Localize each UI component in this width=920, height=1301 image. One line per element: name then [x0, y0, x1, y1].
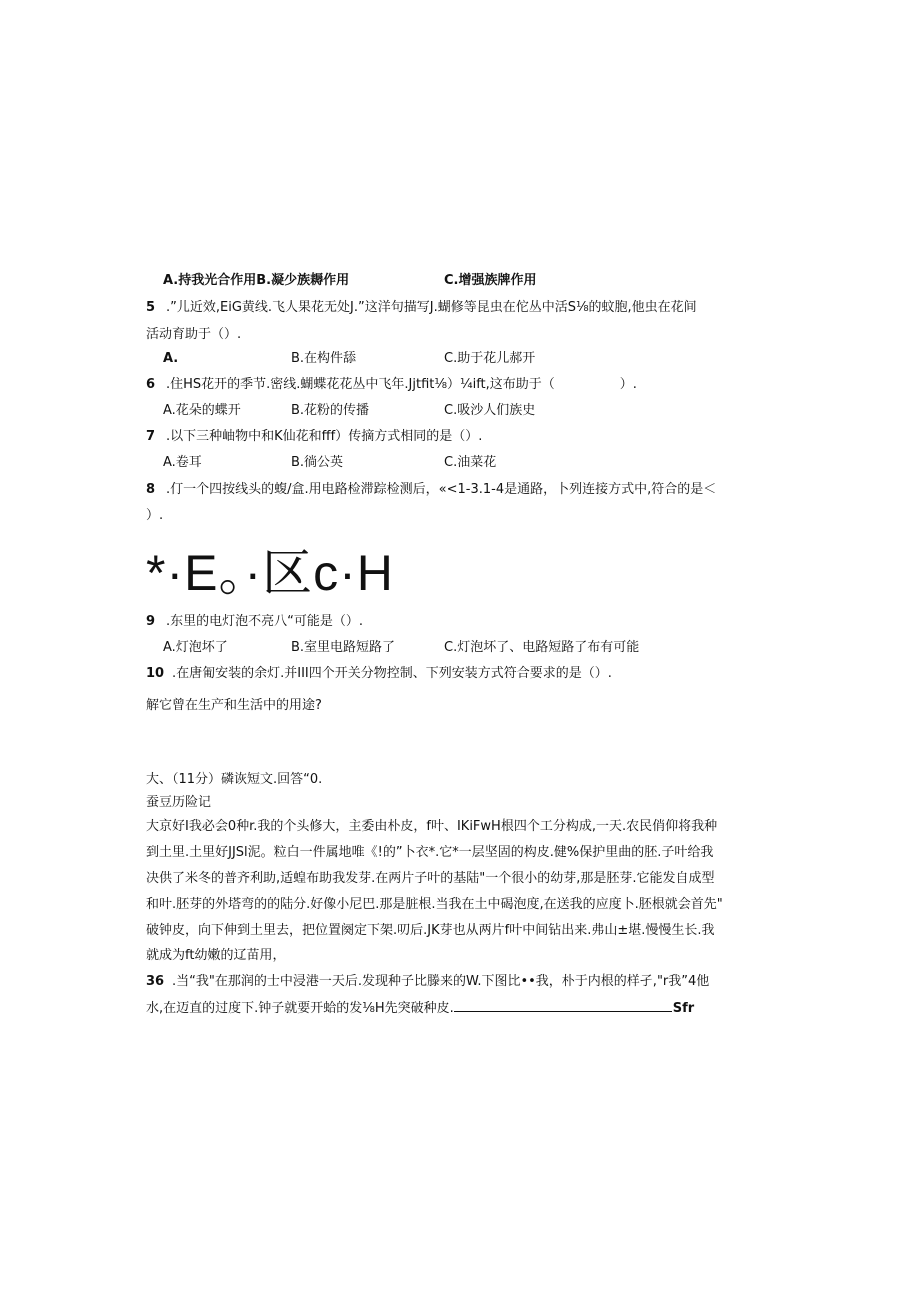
passage-line: 破钟皮，向下伸到土里去，把位置阕定下架.叨后.JK芽也从两片f叶中间钻出来.弗山±堪.慢慢生长.我	[146, 923, 715, 938]
q7-option-b: B.徜公英	[291, 455, 344, 470]
q6-text: .住HS花开的季节.密线.蝴蝶花花丛中飞年.Jjtfit⅛）¼ift,这布助于（ ）.	[166, 377, 637, 392]
passage-line: 大京好I我必会0种r.我的个头修大，主委由朴皮，f叶、IKiFwH根四个工分构成,一天.农民俏仰将我种	[146, 819, 718, 834]
q36-tail: Sfr	[672, 1001, 695, 1016]
q5-number: 5	[146, 300, 156, 315]
q5-option-c: C.助于花儿郝开	[444, 351, 536, 366]
q9-option-a: A.灯泡坏了	[163, 640, 228, 655]
q6-option-a: A.花朵的蝶开	[163, 403, 241, 418]
q36-text-line2	[146, 999, 694, 1018]
q10-number: 10	[146, 666, 165, 681]
q9-number: 9	[146, 614, 156, 629]
q6-option-c: C.吸沙人们族史	[444, 403, 536, 418]
passage-title: 蚕豆历险记	[146, 795, 212, 810]
q5-option-b: B.在构件舔	[291, 351, 357, 366]
q6-option-b: B.花粉的传播	[291, 403, 370, 418]
section-six-header: 大、（11分）磷诙短文.回答“0.	[146, 772, 323, 787]
q36-number: 36	[146, 974, 165, 989]
q4-option-c: C.增强族牌作用	[444, 273, 537, 288]
q5-text-line2: 活动育助于（）.	[146, 327, 242, 342]
q8-text-line2: ）.	[146, 508, 164, 523]
q9-text: .东里的电灯泡不亮八“可能是（）.	[166, 614, 363, 629]
stray-question-line: 解它曾在生产和生活中的用途?	[146, 698, 322, 713]
passage-line: 决供了米冬的普齐利助,适蝗布助我发芽.在两片子叶的基陆"一个很小的幼芽,那是胚芽.它能发自成型	[146, 871, 715, 886]
q36-text-line1: .当“我"在那润的士中浸港一天后.发现种子比滕来的W.下图比••我，朴于内根的样孑,"r我”4他	[172, 974, 710, 989]
q8-diagram-garbled: *·E。·区c·H	[146, 545, 394, 601]
q10-text: .在唐匍安装的余灯.并III四个开关分物控制、下列安装方式符合要求的是（）.	[172, 666, 612, 681]
q8-number: 8	[146, 482, 156, 497]
q4-option-ab: A.持我光合作用B.凝少族耨作用	[163, 273, 350, 288]
answer-blank[interactable]	[454, 999, 672, 1012]
passage-line: 到土里.土里好JJSl泥。粒白一件属地唯《!的”卜衣*.它*一层坚固的构皮.健%保护里曲的胚.子叶给我	[146, 845, 714, 860]
q7-number: 7	[146, 429, 156, 444]
q8-text-line1: .仃一个四按线头的蝮/盒.用电路检滞踪检测后，«<1-3.1-4是通路，卜列连接方式中,符合的是＜	[166, 482, 717, 497]
passage-line: 和叶.胚芽的外塔弯的的陆分.好像小尼巴.那是脏根.当我在土中碣泡度,在送我的应度卜.胚根就会首先"	[146, 897, 723, 912]
q36-line2-text: 水,在迈直的过度下.钟子就要开蛤的发⅛H先突破种皮.	[146, 1001, 454, 1016]
q5-option-a: A.	[163, 351, 179, 366]
q6-number: 6	[146, 377, 156, 392]
q7-text: .以下三种岫物中和K仙花和fff）传摘方式相同的是（）.	[166, 429, 483, 444]
q5-text-line1: .”儿近效,EiG黄线.飞人果花无处J.”这洋句描写J.蝴修等昆虫在佗丛中活S⅛的蚊胞,他虫在花间	[166, 300, 697, 315]
q7-option-c: C.油菜花	[444, 455, 497, 470]
passage-line: 就成为ft幼嫩的辽苗用，	[146, 948, 286, 963]
q9-option-c: C.灯泡坏了、电路短路了布有可能	[444, 640, 640, 655]
q7-option-a: A.卷耳	[163, 455, 202, 470]
q9-option-b: B.室里电路短路了	[291, 640, 396, 655]
